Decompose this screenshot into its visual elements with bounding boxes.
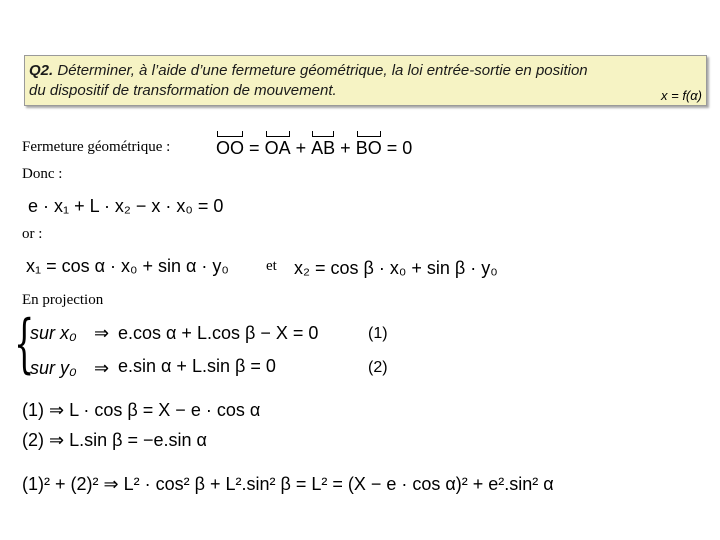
eq-fermeture <box>216 138 412 159</box>
implies-icon: ⇒ <box>94 358 110 378</box>
eq-op: = 0 <box>386 138 413 158</box>
eq-op: + <box>295 138 307 158</box>
implies-icon: ⇒ <box>94 323 110 343</box>
label-projection: En projection <box>22 292 104 308</box>
label-or: or : <box>22 226 43 242</box>
label-fermeture: Fermeture géométrique : <box>22 139 171 155</box>
system-brace: { <box>14 307 35 381</box>
question-line2: du dispositif de transformation de mouvement. <box>29 82 337 99</box>
label-et: et <box>266 258 277 274</box>
vec-AB: AB <box>311 138 336 158</box>
proj2-number: (2) <box>368 359 388 376</box>
eq-x1: x₁ = cos α · x₀ + sin α · y₀ <box>26 256 229 276</box>
proj2-equation: e.sin α + L.sin β = 0 <box>118 356 276 376</box>
vec-OA: OA <box>264 138 291 158</box>
eq-x2: x₂ = cos β · x₀ + sin β · y₀ <box>294 258 498 278</box>
eq-op: = <box>249 138 260 158</box>
question-line1: Déterminer, à l’aide d’une fermeture géométrique, la loi entrée-sortie en position <box>57 62 588 79</box>
vec-OO: OO <box>216 138 245 158</box>
label-donc: Donc : <box>22 166 63 182</box>
question-text <box>29 61 588 101</box>
question-function: x = f(α) <box>661 88 702 103</box>
vec-BO: BO <box>355 138 382 158</box>
eq-op: + <box>340 138 351 158</box>
proj1-axis: sur x₀ <box>30 323 77 343</box>
result-1: (1) ⇒ L · cos β = X − e · cos α <box>22 400 261 420</box>
result-2: (2) ⇒ L.sin β = −e.sin α <box>22 430 207 450</box>
proj2-axis: sur y₀ <box>30 358 77 378</box>
proj1-equation: e.cos α + L.cos β − X = 0 <box>118 323 319 343</box>
question-box <box>24 55 707 106</box>
question-label: Q2. <box>29 62 54 79</box>
result-3: (1)² + (2)² ⇒ L² · cos² β + L².sin² β = L² = (X − e · cos α)² + e².sin² α <box>22 474 554 494</box>
eq-donc: e · x₁ + L · x₂ − x · x₀ = 0 <box>28 196 224 216</box>
proj1-number: (1) <box>368 325 388 342</box>
